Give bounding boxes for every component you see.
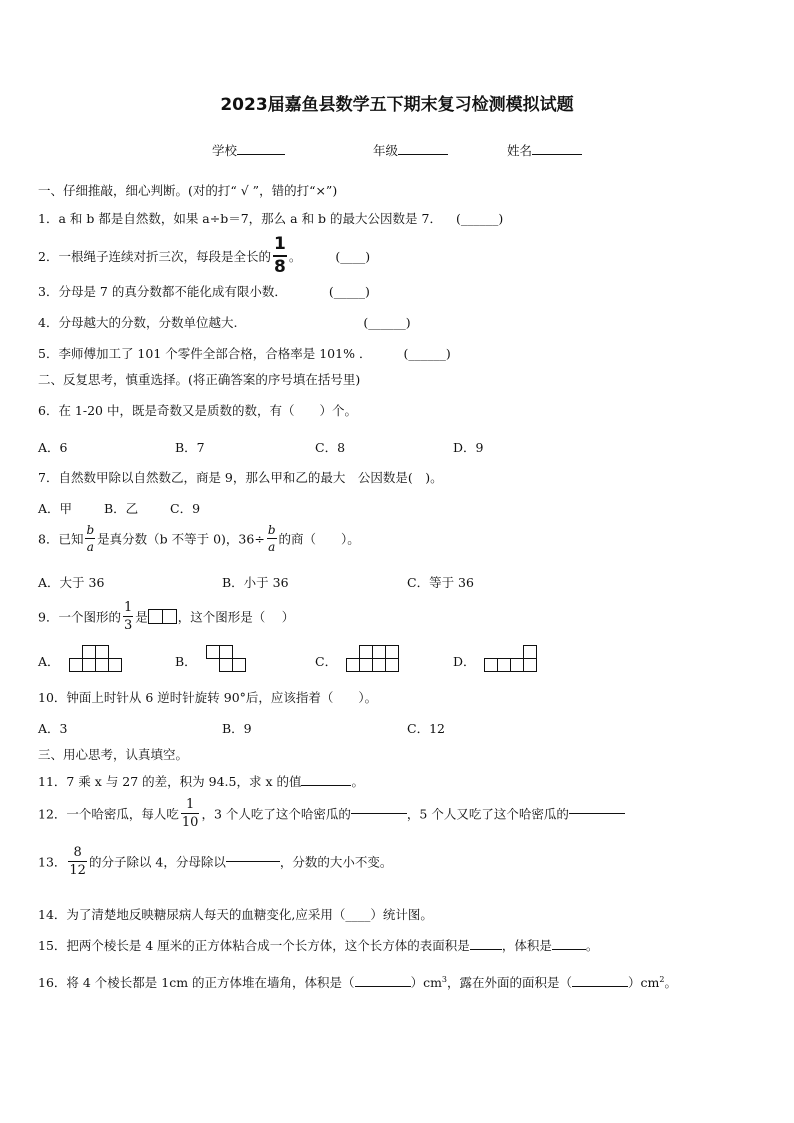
question-9-fraction: $\frac{1}{3}$ [123, 600, 133, 633]
q7-option-a[interactable]: A．甲 [38, 501, 73, 516]
q9-option-c-figure [345, 645, 403, 673]
q9-option-d[interactable]: D． [453, 654, 476, 669]
question-6: 6．在 1-20 中，既是奇数又是质数的数，有（ ）个。 [38, 403, 357, 418]
question-1 [38, 209, 503, 227]
question-12: 12．一个哈密瓜，每人吃 $\frac{1}{10}$ ，3 个人吃了这个哈密瓜的 ，5 个人又吃了这个哈密瓜的 [38, 798, 625, 829]
question-1-answer[interactable]: (______) [455, 211, 504, 226]
q9-option-d-figure [483, 645, 541, 673]
question-13: 13． $\frac{8}{12}$ 的分子除以 4，分母除以 ，分数的大小不变。 [38, 845, 393, 878]
page-title: 2023届嘉鱼县数学五下期末复习检测模拟试题 [220, 95, 574, 115]
q6-option-c[interactable]: C．8 [315, 440, 346, 455]
question-4-text: 4．分母越大的分数，分数单位越大. [38, 315, 238, 330]
grade-field[interactable] [373, 141, 448, 159]
q9-option-c[interactable]: C． [315, 654, 338, 669]
question-10: 10．钟面上时针从 6 逆时针旋转 90°后，应该指着（ ）。 [38, 690, 378, 705]
question-8-fraction-1: $\frac{b}{a}$ [86, 523, 95, 554]
question-16-blank-2[interactable] [572, 986, 628, 987]
q8-option-a[interactable]: A．大于 36 [38, 575, 105, 590]
question-2: 2．一根绳子连续对折三次，每段是全长的 $\frac{1}{8}$ 。 (____) [38, 234, 371, 277]
name-field[interactable] [507, 141, 582, 159]
question-2-answer[interactable]: (____) [335, 248, 371, 264]
question-2-text: 2．一根绳子连续对折三次，每段是全长的 [38, 249, 271, 264]
q10-option-c[interactable]: C．12 [407, 721, 445, 736]
q6-option-b[interactable]: B．7 [175, 440, 205, 455]
school-field[interactable] [212, 141, 285, 159]
q8-option-c[interactable]: C．等于 36 [407, 575, 474, 590]
q9-option-a-figure [68, 645, 126, 673]
question-11: 11．7 乘 x 与 27 的差，积为 94.5，求 x 的值 。 [38, 774, 364, 789]
q7-option-b[interactable]: B．乙 [104, 501, 139, 516]
question-3 [38, 282, 370, 300]
question-5 [38, 344, 451, 362]
question-3-text: 3．分母是 7 的真分数都不能化成有限小数． [38, 284, 287, 299]
q6-option-d[interactable]: D．9 [453, 440, 484, 455]
question-15-blank-1[interactable] [470, 949, 502, 950]
question-4 [38, 313, 411, 331]
question-12-blank-1[interactable] [351, 813, 407, 814]
question-3-answer[interactable]: (_____) [328, 284, 370, 299]
question-2-fraction: $\frac{1}{8}$ [273, 234, 286, 277]
q9-option-a[interactable]: A． [38, 654, 60, 669]
question-8-fraction-2: $\frac{b}{a}$ [267, 523, 276, 554]
q8-option-b[interactable]: B．小于 36 [222, 575, 289, 590]
section-heading-1: 一、仔细推敲，细心判断。(对的打“ √ ”，错的打“×”) [38, 183, 338, 198]
question-12-fraction: $\frac{1}{10}$ [181, 797, 199, 830]
section-heading-3: 三、用心思考，认真填空。 [38, 747, 189, 762]
name-label: 姓名 [507, 143, 533, 158]
section-heading-2: 二、反复思考，慎重选择。(将正确答案的序号填在括号里) [38, 372, 361, 387]
question-12-blank-2[interactable] [569, 813, 625, 814]
question-7: 7．自然数甲除以自然数乙，商是 9，那么甲和乙的最大 公因数是( )。 [38, 470, 443, 485]
school-label: 学校 [212, 143, 238, 158]
question-8: 8．已知 $\frac{b}{a}$ 是真分数（b 不等于 0)，36÷ $\frac{b}{a}$ 的商（ ）。 [38, 523, 360, 554]
q9-option-b[interactable]: B． [175, 654, 197, 669]
question-14: 14．为了清楚地反映糖尿病人每天的血糖变化,应采用（____）统计图。 [38, 907, 433, 922]
question-4-answer[interactable]: (______) [363, 315, 411, 330]
question-1-text: 1．a 和 b 都是自然数，如果 a÷b＝7，那么 a 和 b 的最大公因数是 7． [38, 211, 442, 226]
question-16-blank-1[interactable] [355, 986, 411, 987]
question-9: 9．一个图形的 $\frac{1}{3}$ 是 ，这个图形是（ ） [38, 600, 295, 633]
q6-option-a[interactable]: A．6 [38, 440, 68, 455]
question-5-text: 5．李师傅加工了 101 个零件全部合格，合格率是 101% ． [38, 346, 372, 361]
question-13-fraction: $\frac{8}{12}$ [69, 845, 86, 878]
grade-label: 年级 [373, 143, 399, 158]
question-15-blank-2[interactable] [552, 949, 586, 950]
question-15: 15．把两个棱长是 4 厘米的正方体粘合成一个长方体，这个长方体的表面积是 ，体积是 。 [38, 938, 599, 953]
q10-option-a[interactable]: A．3 [38, 721, 68, 736]
question-16: 16．将 4 个棱长都是 1cm 的正方体堆在墙角，体积是（ ）$cm^3$，露在外面的面积是（ ）$cm^2$。 [38, 974, 677, 990]
q7-option-c[interactable]: C．9 [170, 501, 201, 516]
q9-option-b-figure [206, 645, 250, 673]
question-13-blank[interactable] [226, 861, 280, 862]
two-squares-figure [148, 609, 178, 624]
question-5-answer[interactable]: (______) [403, 346, 451, 361]
q10-option-b[interactable]: B．9 [222, 721, 252, 736]
question-11-blank[interactable] [301, 785, 351, 786]
